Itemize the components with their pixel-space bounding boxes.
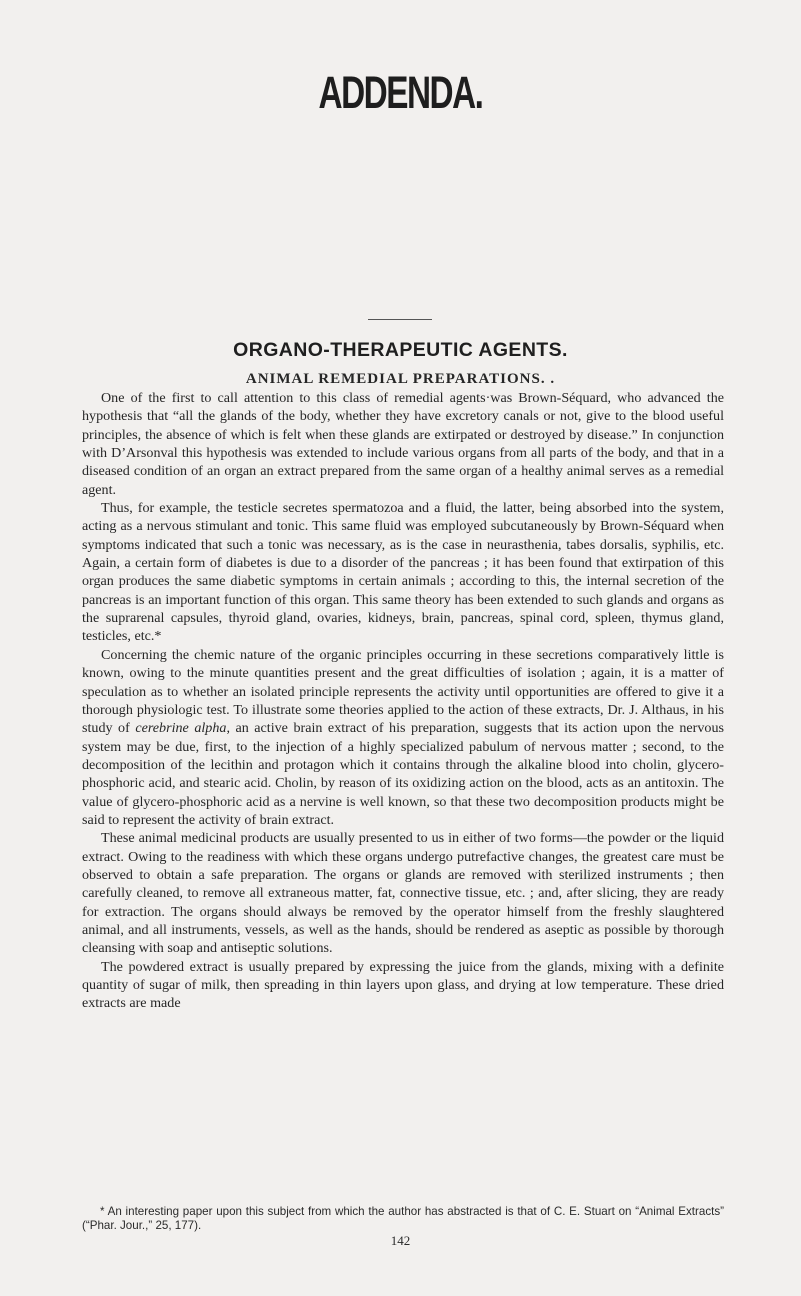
paragraph — [82, 646, 724, 829]
section-heading: ORGANO-THERAPEUTIC AGENTS. — [233, 339, 568, 361]
page-number: 142 — [390, 1233, 411, 1248]
paragraph: The powdered extract is usually prepared by expressing the juice from the glands, mixing with a definite quantity of sugar of milk, then spreading in thin layers upon glass, and drying at low temperature. These dried extracts are made — [82, 958, 724, 1012]
body-text — [82, 389, 724, 1013]
footnote-text: * An interesting paper upon this subject from which the author has abstracted is that of C. E. Stuart on “Animal Extracts” (“Phar. Jour.,” 25, 177). — [82, 1205, 724, 1232]
emphasized-term: cerebrine alpha — [135, 720, 227, 737]
paragraph: One of the first to call attention to this class of remedial agents·was Brown-Séquard, who advanced the hypothesis that “all the glands of the body, whether they have excretory canals or not, give to the blood useful principles, the absence of which is felt when these glands are extirpated or destroyed by disease.” In conjunction with D’Arsonval this hypothesis was extended to include various organs from all parts of the body, and that in a diseased condition of an organ an extract prepared from the same organ of a healthy animal serves as a remedial agent. — [82, 390, 724, 498]
page-title: ADDENDA. — [318, 67, 483, 118]
paragraph-text: , an active brain extract of his preparation, suggests that its action upon the nervous system may be due, first, to the injection of a highly specialized pabulum of nervous matter ; second, to the decomposition of the lecithin and protagon which it contains through the alkaline blood into cholin, glycero-phosphoric acid, and stearic acid. Cholin, by reason of its oxidizing action on the blood, acts as an antitoxin. The value of glycero-phosphoric acid as a nervine is well known, so that these two decomposition products might be said to represent the activity of brain extract. — [82, 720, 725, 828]
subheading: ANIMAL REMEDIAL PREPARATIONS. . — [245, 371, 556, 387]
footnote — [82, 1205, 724, 1233]
paragraph-text: Concerning the chemic nature of the organic principles occurring in these secretions comparatively little is known, owing to the minute quantities present and the great difficulties of isolation ; again, it is a matter of speculation as to whether an isolated principle represents the activity until opportunities are offered to give it a thorough physiologic test. To illustrate some theories applied to the action of these extracts, Dr. J. Althaus, in his study of — [82, 646, 724, 737]
title-divider — [368, 319, 432, 320]
paragraph: These animal medicinal products are usually presented to us in either of two forms—the powder or the liquid extract. Owing to the readiness with which these organs undergo putrefactive changes, the greatest care must be observed to obtain a safe preparation. The organs or glands are removed with sterilized instruments ; then carefully cleaned, to remove all extraneous matter, fat, connective tissue, etc. ; and, after slicing, they are ready for extraction. The organs should always be removed by the operator himself from the freshly slaughtered animal, and all instruments, vessels, as well as the hands, should be rendered as aseptic as possible by thorough cleansing with soap and antiseptic solutions. — [82, 830, 724, 957]
paragraph: Thus, for example, the testicle secretes spermatozoa and a fluid, the latter, being absorbed into the system, acting as a nervous stimulant and tonic. This same fluid was employed subcutaneously by Brown-Séquard when symptoms indicated that such a tonic was necessary, as is the case in neurasthenia, tabes dorsalis, syphilis, etc. Again, a certain form of diabetes is due to a disorder of the pancreas ; it has been found that extirpation of this organ produces the same diabetic symptoms in certain animals ; according to this, the internal secretion of the pancreas is an important function of this organ. This same theory has been extended to such glands and organs as the suprarenal capsules, thyroid gland, ovaries, kidneys, brain, pancreas, spinal cord, spleen, thymus gland, testicles, etc.* — [82, 500, 724, 645]
